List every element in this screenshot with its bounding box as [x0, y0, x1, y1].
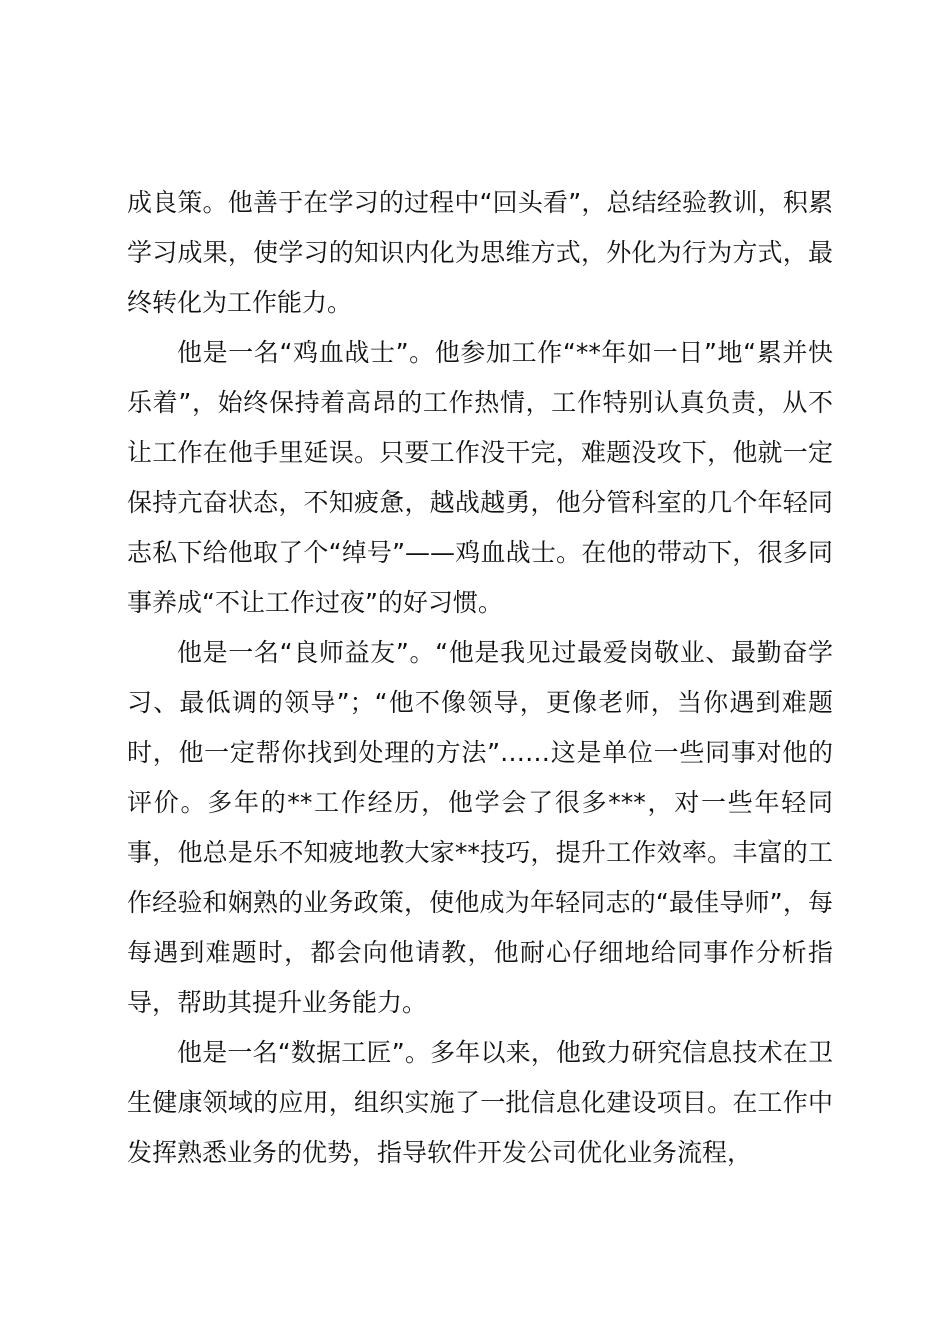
paragraph-4: 他是一名“数据工匠”。多年以来，他致力研究信息技术在卫生健康领域的应用，组织实施了一批信息化建设项目。在工作中发挥熟悉业务的优势，指导软件开发公司优化业务流程， — [127, 1038, 833, 1167]
body-text — [127, 178, 833, 1178]
paragraph-2: 他是一名“鸡血战士”。他参加工作“**年如一日”地“累并快乐着”，始终保持着高昂的工作热情，工作特别认真负责，从不让工作在他手里延误。只要工作没干完，难题没攻下，他就一定保持亢奋状态，不知疲惫，越战越勇，他分管科室的几个年轻同志私下给他取了个“绰号”——鸡血战士。在他的带动下，很多同事养成“不让工作过夜”的好习惯。 — [127, 338, 833, 617]
paragraph-3: 他是一名“良师益友”。“他是我见过最爱岗敬业、最勤奋学习、最低调的领导”；“他不像领导，更像老师，当你遇到难题时，他一定帮你找到处理的方法”……这是单位一些同事对他的评价。多年的**工作经历，他学会了很多***，对一些年轻同事，他总是乐不知疲地教大家**技巧，提升工作效率。丰富的工作经验和娴熟的业务政策，使他成为年轻同志的“最佳导师”，每每遇到难题时，都会向他请教，他耐心仔细地给同事作分析指导，帮助其提升业务能力。 — [127, 638, 833, 1017]
paragraph-1: 成良策。他善于在学习的过程中“回头看”，总结经验教训，积累学习成果，使学习的知识内化为思维方式，外化为行为方式，最终转化为工作能力。 — [127, 188, 833, 317]
